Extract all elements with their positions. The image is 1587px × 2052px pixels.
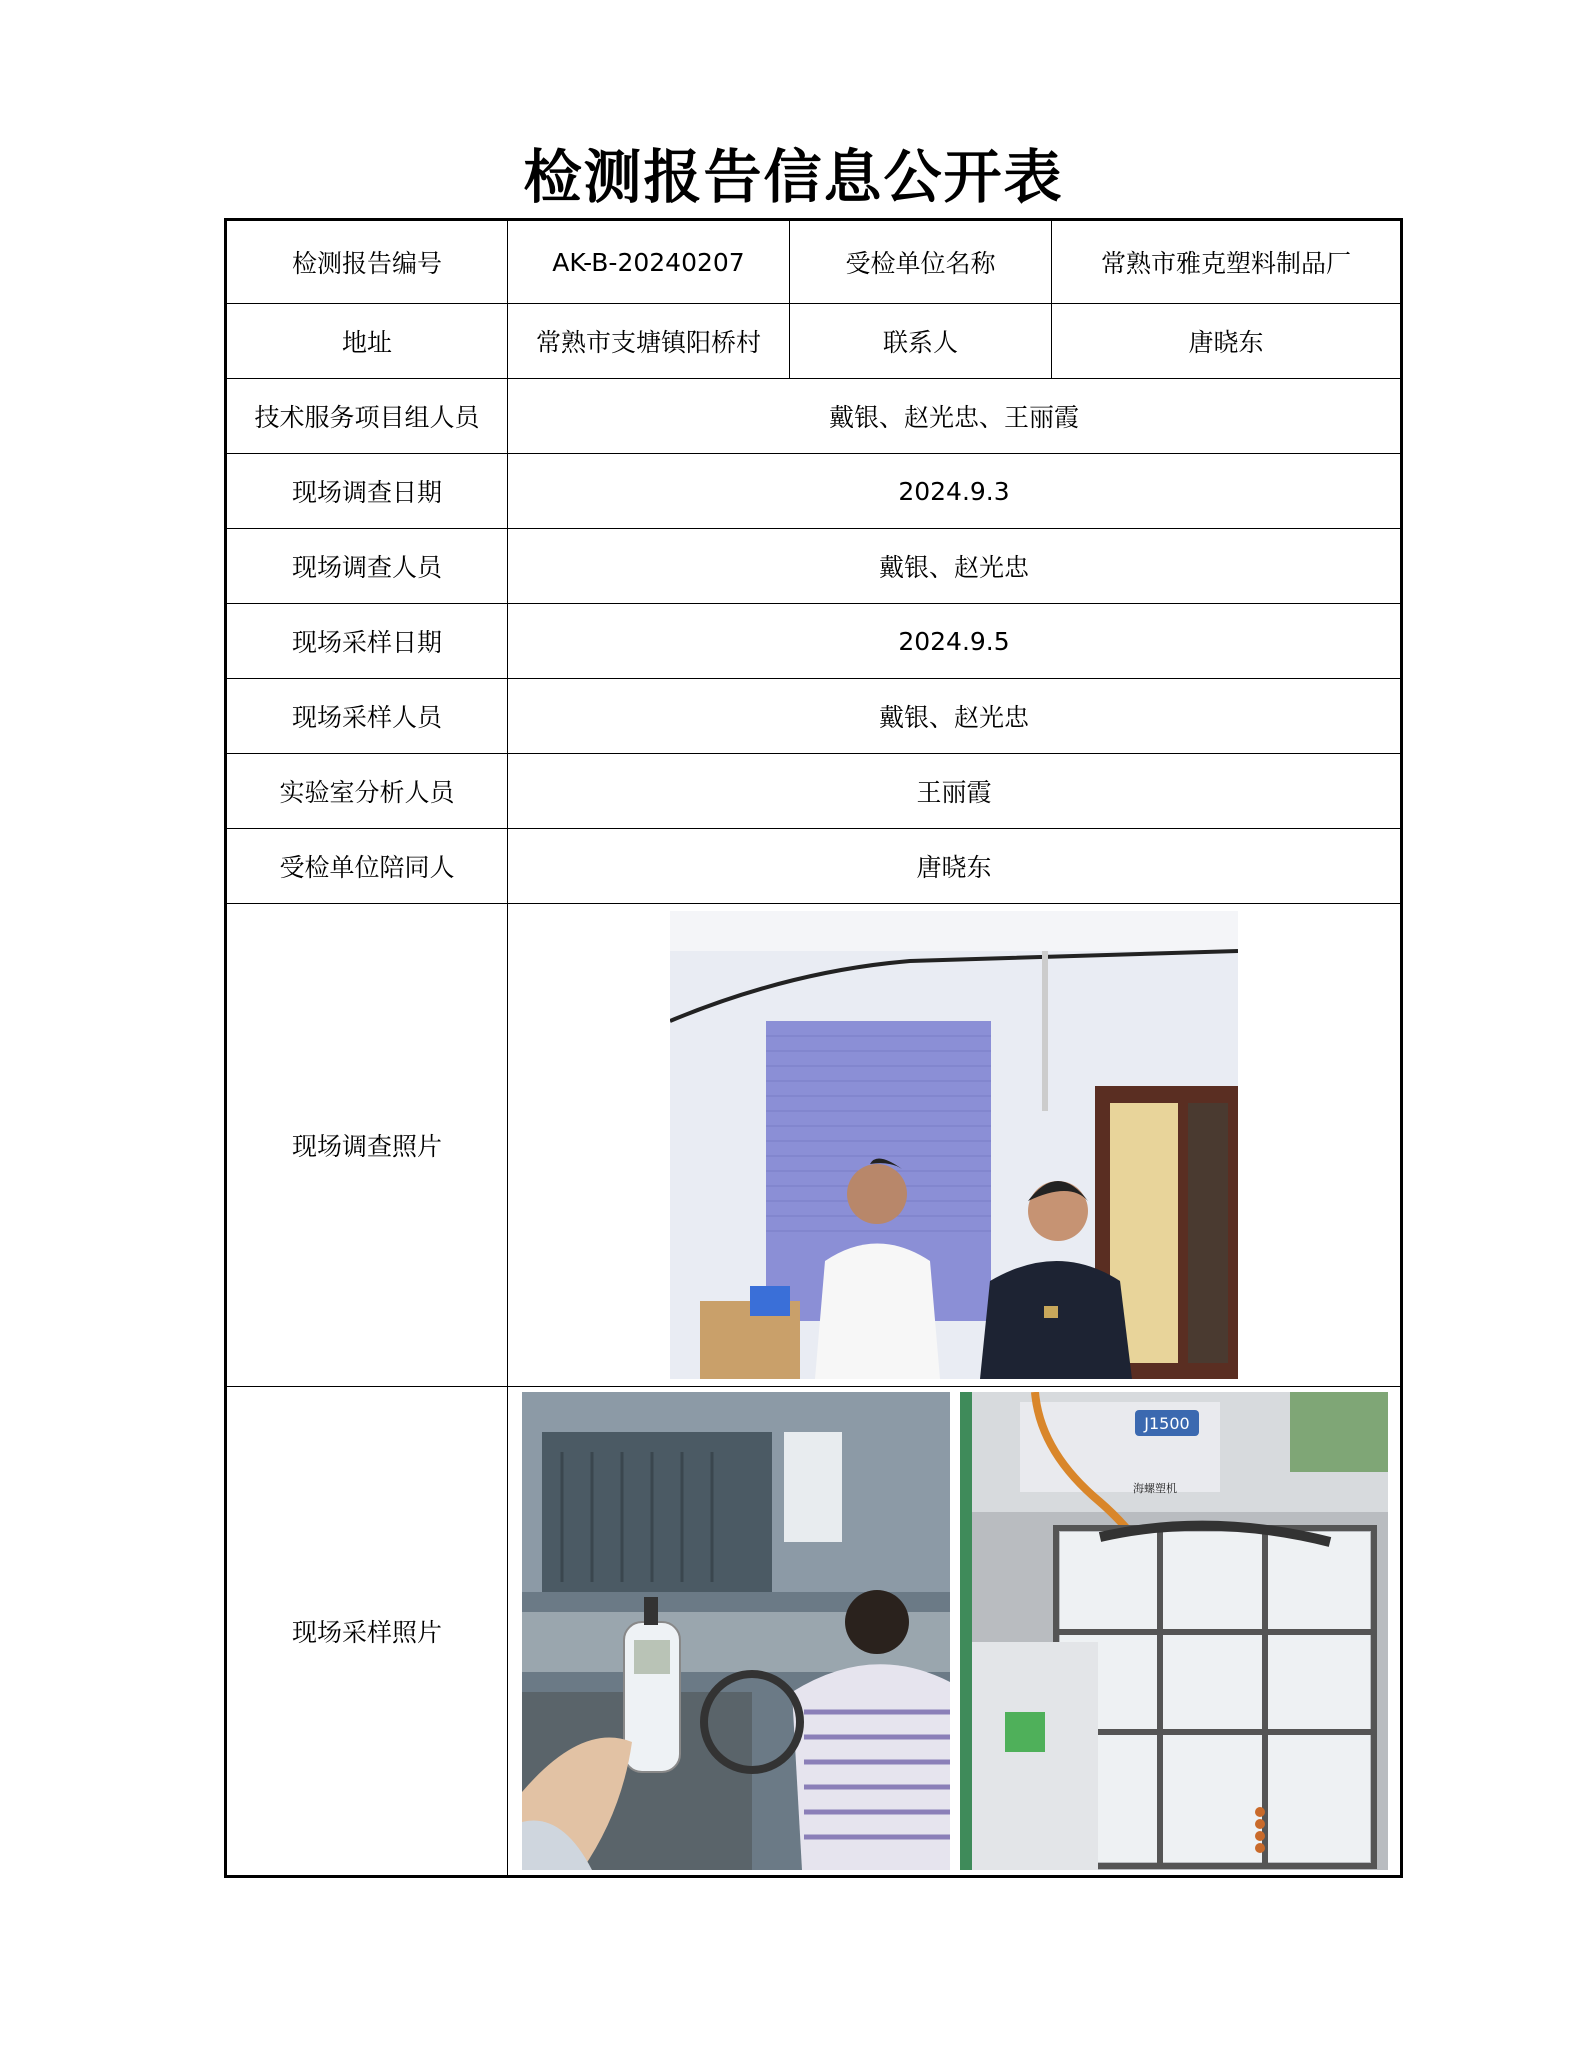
contact-label: 联系人 (790, 304, 1052, 379)
machine-brand-text: 海螺塑机 (1133, 1482, 1177, 1495)
survey-photo (670, 911, 1238, 1379)
survey-photo-image (670, 911, 1238, 1379)
table-row (226, 904, 1402, 1387)
row-value: 戴银、赵光忠 (508, 529, 1402, 604)
unit-name-label: 受检单位名称 (790, 220, 1052, 304)
sampling-photo-label: 现场采样照片 (226, 1387, 508, 1877)
report-table (224, 218, 1403, 1878)
address-value: 常熟市支塘镇阳桥村 (508, 304, 790, 379)
contact-value: 唐晓东 (1052, 304, 1402, 379)
machine-badge-text: J1500 (1144, 1414, 1190, 1433)
sampling-photo-left-image (522, 1392, 950, 1870)
sampling-photo-right (960, 1392, 1388, 1870)
row-label: 现场调查人员 (226, 529, 508, 604)
table-row (226, 829, 1402, 904)
table-row (226, 604, 1402, 679)
row-label: 现场采样日期 (226, 604, 508, 679)
table-row (226, 304, 1402, 379)
row-value: 戴银、赵光忠、王丽霞 (508, 379, 1402, 454)
sampling-photo-cell (508, 1387, 1402, 1877)
report-no-value: AK-B-20240207 (508, 220, 790, 304)
survey-photo-cell (508, 904, 1402, 1387)
row-value: 2024.9.5 (508, 604, 1402, 679)
page-title: 检测报告信息公开表 (523, 143, 1064, 211)
row-label: 现场调查日期 (226, 454, 508, 529)
table-row (226, 1387, 1402, 1877)
sampling-photo-row (508, 1392, 1400, 1870)
row-value: 2024.9.3 (508, 454, 1402, 529)
table-row (226, 754, 1402, 829)
survey-photo-label: 现场调查照片 (226, 904, 508, 1387)
row-label: 受检单位陪同人 (226, 829, 508, 904)
row-value: 戴银、赵光忠 (508, 679, 1402, 754)
row-value: 唐晓东 (508, 829, 1402, 904)
sampling-photo-left (522, 1392, 950, 1870)
address-label: 地址 (226, 304, 508, 379)
table-row (226, 454, 1402, 529)
table-row (226, 379, 1402, 454)
unit-name-value: 常熟市雅克塑料制品厂 (1052, 220, 1402, 304)
report-no-label: 检测报告编号 (226, 220, 508, 304)
row-label: 现场采样人员 (226, 679, 508, 754)
row-label: 技术服务项目组人员 (226, 379, 508, 454)
sampling-photo-right-image (960, 1392, 1388, 1870)
row-label: 实验室分析人员 (226, 754, 508, 829)
row-value: 王丽霞 (508, 754, 1402, 829)
table-row (226, 529, 1402, 604)
table-row (226, 220, 1402, 304)
table-row (226, 679, 1402, 754)
